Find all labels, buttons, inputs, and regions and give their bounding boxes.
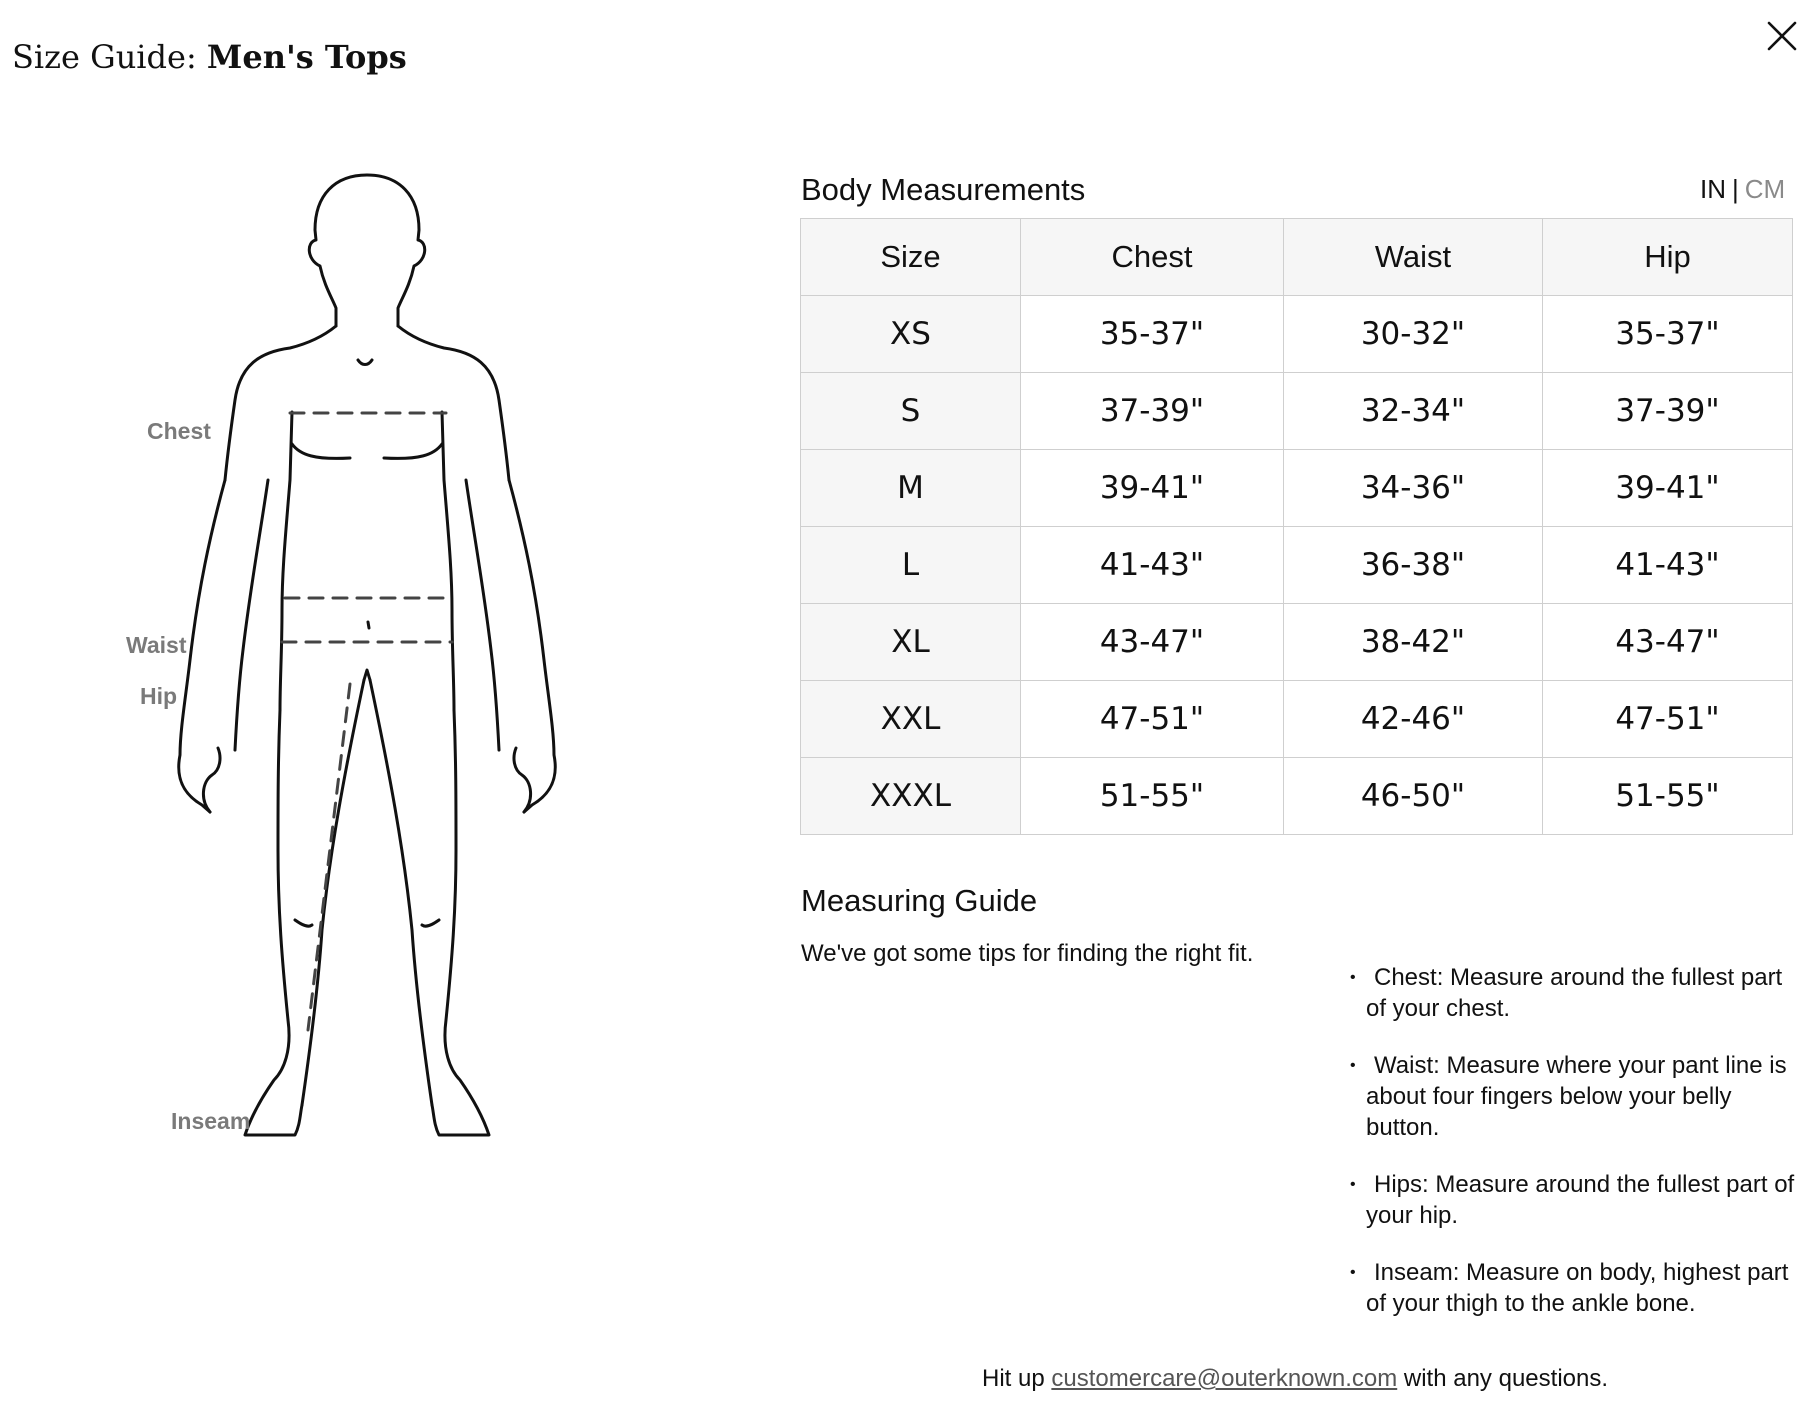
hip-cell: 37-39" bbox=[1543, 373, 1793, 450]
list-item bbox=[1350, 962, 1800, 1024]
contact-prefix: Hit up bbox=[982, 1365, 1045, 1392]
close-button[interactable] bbox=[1762, 16, 1800, 56]
body-measurements-title: Body Measurements bbox=[801, 172, 1086, 207]
measuring-guide-intro: We've got some tips for finding the right fit. bbox=[801, 940, 1254, 967]
hip-cell: 47-51" bbox=[1543, 681, 1793, 758]
tip-inseam: Inseam: Measure on body, highest part of your thigh to the ankle bone. bbox=[1366, 1259, 1789, 1317]
waist-cell: 32-34" bbox=[1284, 373, 1543, 450]
size-cell: XXXL bbox=[801, 758, 1021, 835]
waist-cell: 30-32" bbox=[1284, 296, 1543, 373]
table-row bbox=[801, 604, 1793, 681]
table-header-row bbox=[801, 219, 1793, 296]
hip-label: Hip bbox=[140, 683, 178, 709]
size-cell: XS bbox=[801, 296, 1021, 373]
title-product: Men's Tops bbox=[206, 38, 407, 76]
body-outline-icon bbox=[110, 150, 570, 1230]
size-cell: L bbox=[801, 527, 1021, 604]
hip-cell: 35-37" bbox=[1543, 296, 1793, 373]
hip-cell: 51-55" bbox=[1543, 758, 1793, 835]
column-header-chest: Chest bbox=[1021, 219, 1284, 296]
customer-care-email-link[interactable]: customercare@outerknown.com bbox=[1051, 1365, 1398, 1392]
waist-cell: 36-38" bbox=[1284, 527, 1543, 604]
size-cell: S bbox=[801, 373, 1021, 450]
table-row bbox=[801, 758, 1793, 835]
unit-toggle bbox=[1700, 174, 1785, 205]
list-item bbox=[1350, 1257, 1800, 1319]
table-row bbox=[801, 450, 1793, 527]
chest-cell: 47-51" bbox=[1021, 681, 1284, 758]
size-cell: XL bbox=[801, 604, 1021, 681]
waist-label: Waist bbox=[126, 632, 187, 658]
hip-cell: 43-47" bbox=[1543, 604, 1793, 681]
chest-cell: 35-37" bbox=[1021, 296, 1284, 373]
size-table bbox=[800, 218, 1793, 835]
contact-line bbox=[982, 1365, 1608, 1393]
table-row bbox=[801, 373, 1793, 450]
waist-cell: 34-36" bbox=[1284, 450, 1543, 527]
contact-suffix: with any questions. bbox=[1403, 1365, 1609, 1392]
chest-label: Chest bbox=[147, 418, 211, 444]
hip-cell: 41-43" bbox=[1543, 527, 1793, 604]
table-row bbox=[801, 527, 1793, 604]
table-row bbox=[801, 296, 1793, 373]
list-item bbox=[1350, 1050, 1800, 1143]
size-cell: XXL bbox=[801, 681, 1021, 758]
hip-cell: 39-41" bbox=[1543, 450, 1793, 527]
unit-in-option[interactable]: IN bbox=[1700, 174, 1726, 204]
column-header-waist: Waist bbox=[1284, 219, 1543, 296]
body-figure-illustration bbox=[110, 150, 570, 1230]
table-row bbox=[801, 681, 1793, 758]
tip-chest: Chest: Measure around the fullest part of your chest. bbox=[1366, 964, 1783, 1022]
title-prefix: Size Guide: bbox=[12, 38, 197, 76]
unit-cm-option[interactable]: CM bbox=[1744, 174, 1786, 204]
column-header-hip: Hip bbox=[1543, 219, 1793, 296]
tip-hips: Hips: Measure around the fullest part of your hip. bbox=[1366, 1171, 1795, 1229]
waist-cell: 38-42" bbox=[1284, 604, 1543, 681]
page-title bbox=[12, 38, 407, 76]
close-icon bbox=[1762, 16, 1800, 56]
chest-cell: 39-41" bbox=[1021, 450, 1284, 527]
inseam-label: Inseam bbox=[171, 1108, 251, 1134]
list-item bbox=[1350, 1169, 1800, 1231]
unit-separator: | bbox=[1732, 174, 1739, 204]
tip-waist: Waist: Measure where your pant line is about four fingers below your belly button. bbox=[1366, 1052, 1787, 1141]
column-header-size: Size bbox=[801, 219, 1021, 296]
waist-cell: 42-46" bbox=[1284, 681, 1543, 758]
size-cell: M bbox=[801, 450, 1021, 527]
measuring-guide-title: Measuring Guide bbox=[801, 883, 1038, 918]
chest-cell: 51-55" bbox=[1021, 758, 1284, 835]
chest-cell: 43-47" bbox=[1021, 604, 1284, 681]
chest-cell: 41-43" bbox=[1021, 527, 1284, 604]
waist-cell: 46-50" bbox=[1284, 758, 1543, 835]
chest-cell: 37-39" bbox=[1021, 373, 1284, 450]
measuring-tips-list bbox=[1350, 962, 1800, 1345]
